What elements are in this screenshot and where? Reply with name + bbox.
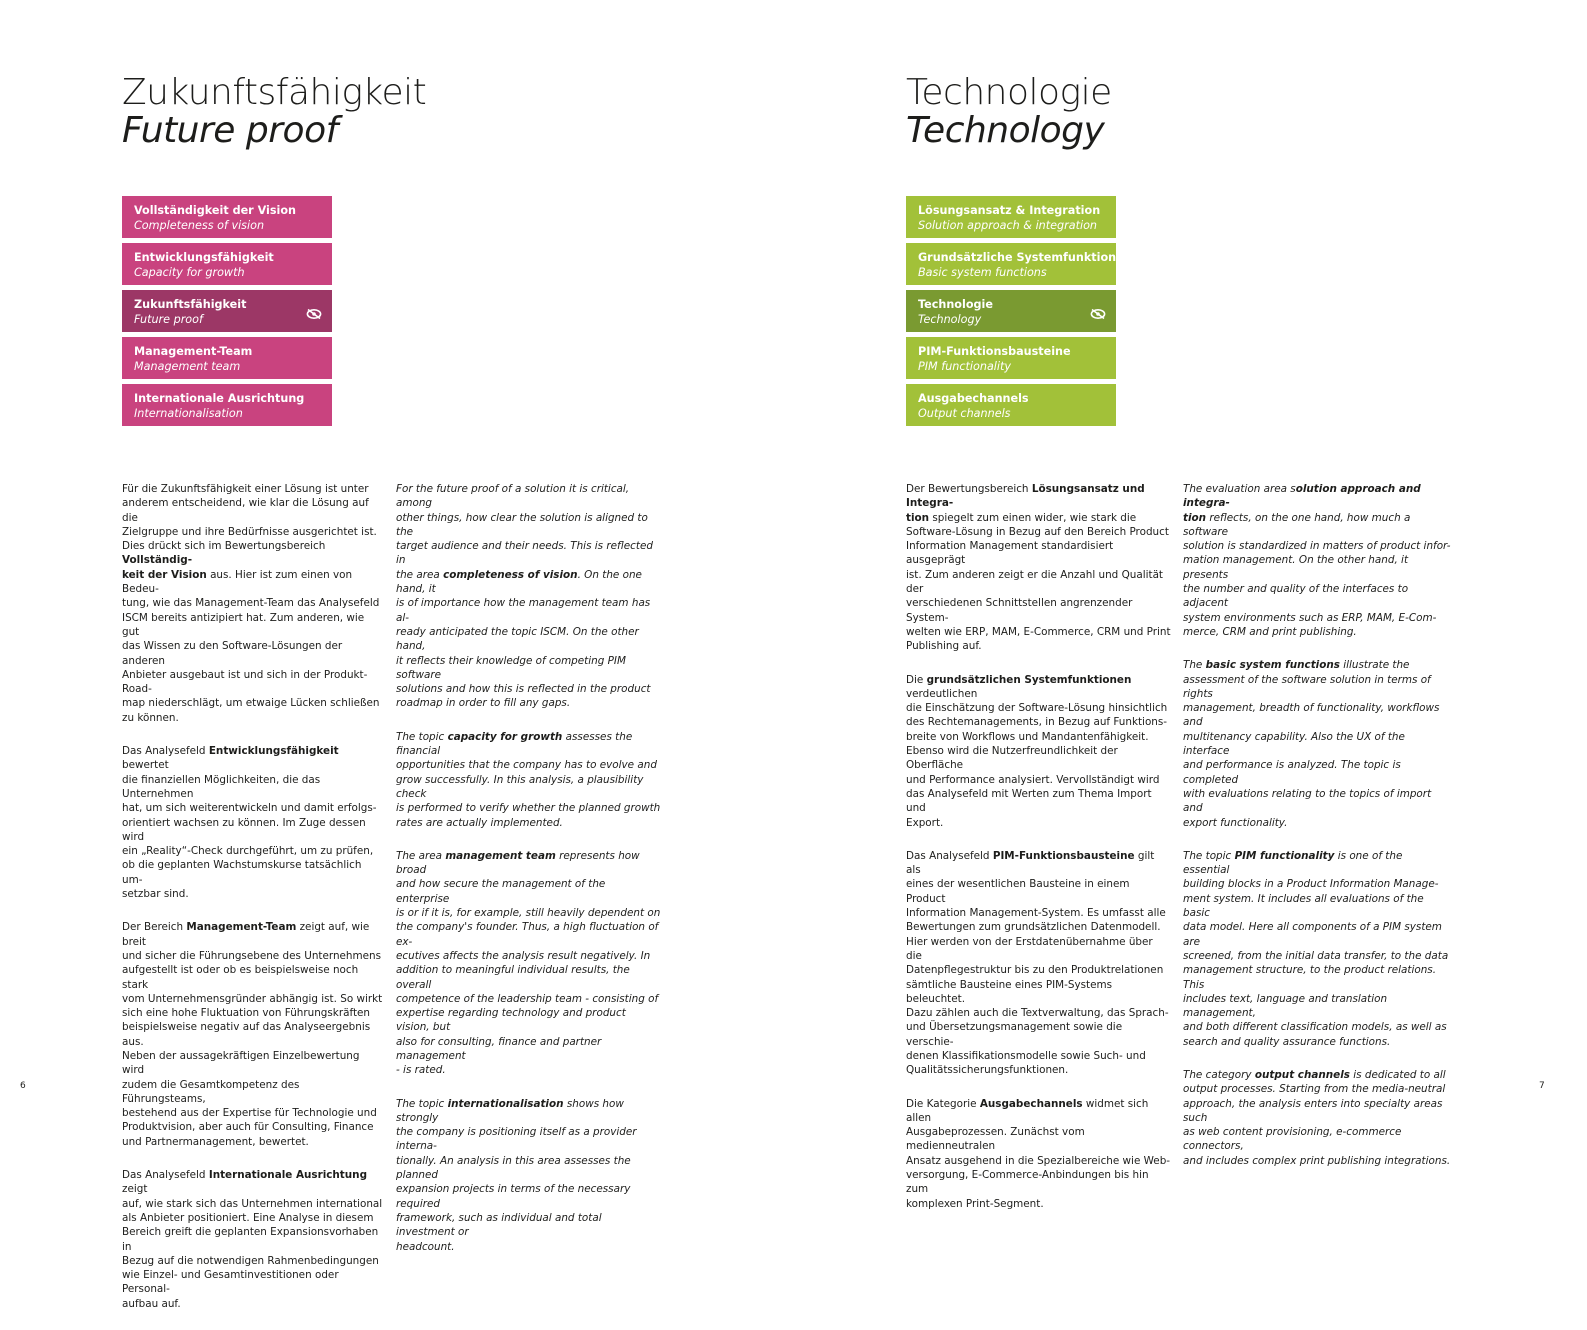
paragraph-de: Die grundsätzlichen Systemfunktionen verdeutlichen die Einschätzung der Software-Lösung hinsichtlich des Rechtemanagements, in Bezug auf Funktions- breite von Workflows und Mandantenfähigkeit. Ebenso wird die Nutzerfreundlichkeit der Oberfläche und Performance analysiert. Vervollständigt wird das Analysefeld mit Werten zum Thema Import und Export. <box>906 673 1168 829</box>
paragraph-en: The topic capacity for growth assesses the financial opportunities that the company has to evolve and grow successfully. In this analysis, a plausibility check is performed to verify whether the planned growth rates are actually implemented. <box>396 730 661 829</box>
paragraph-en: The category output channels is dedicated to all output processes. Starting from the media-neutral approach, the analysis enters into specialty areas such as web content provisioning, e-commerce connectors, and includes complex print publishing integrations. <box>1183 1068 1451 1167</box>
paragraph-de: Das Analysefeld Internationale Ausrichtung zeigt auf, wie stark sich das Unternehmen international als Anbieter positioniert. Eine Analyse in diesem Bereich greift die geplanten Expansionsvorhaben in Bezug auf die notwendigen Rahmenbedingungen wie Einzel- und Gesamtinvestitionen oder Personal- aufbau auf. <box>122 1169 383 1310</box>
paragraph-de: Der Bewertungsbereich Lösungsansatz und Integra- tion spiegelt zum einen wider, wie stark die Software-Lösung in Bezug auf den Bereich Product Information Management standardisiert ausgeprägt ist. Zum anderen zeigt er die Anzahl und Qualität der verschiedenen Schnittstellen angrenzender System- welten wie ERP, MAM, E-Commerce, CRM und Print Publishing auf. <box>906 483 1171 653</box>
eye-slash-icon <box>306 305 322 317</box>
menu-item-3[interactable] <box>906 290 1116 332</box>
menu-item-label-en: Completeness of vision <box>134 219 265 232</box>
paragraph-de: Für die Zukunftsfähigkeit einer Lösung ist unter anderem entscheidend, wie klar die Lösung auf die Zielgruppe und ihre Bedürfnisse ausgerichtet ist. Dies drückt sich im Bewertungsbereich Vollständig- keit der Vision aus. Hier ist zum einen von Bedeu- tung, wie das Management-Team das Analysefeld ISCM bereits antizipiert hat. Zum anderen, wie gut das Wissen zu den Software-Lösungen der anderen Anbieter ausgebaut ist und sich in der Produkt-Road- map niederschlägt, um etwaige Lücken schließen zu können. <box>122 483 380 724</box>
menu-item-1[interactable] <box>906 196 1116 238</box>
menu-item-5[interactable] <box>906 384 1116 426</box>
menu-item-label-de: Grundsätzliche Systemfunktionen <box>918 251 1132 264</box>
right-category-menu <box>906 196 1132 431</box>
menu-item-2[interactable] <box>122 243 332 285</box>
menu-item-label-en: Technology <box>918 313 982 326</box>
menu-item-label-de: Vollständigkeit der Vision <box>134 204 297 217</box>
right-english-text <box>1183 482 1451 1187</box>
menu-item-label-en: Management team <box>134 360 241 373</box>
menu-item-2[interactable] <box>906 243 1132 285</box>
left-english-text <box>396 482 661 1273</box>
left-title-de: Zukunftsfähigkeit <box>122 72 427 113</box>
menu-item-label-de: Entwicklungsfähigkeit <box>134 251 274 264</box>
menu-item-label-de: Lösungsansatz & Integration <box>918 204 1101 217</box>
menu-item-3[interactable] <box>122 290 332 332</box>
menu-item-5[interactable] <box>122 384 332 426</box>
menu-item-label-en: Basic system functions <box>918 266 1047 279</box>
menu-item-label-en: PIM functionality <box>918 360 1012 373</box>
left-page-title <box>122 72 427 151</box>
menu-item-label-en: Future proof <box>134 313 203 326</box>
right-title-en: Technology <box>906 110 1105 151</box>
right-page-title <box>906 72 1112 151</box>
paragraph-de: Der Bereich Management-Team zeigt auf, wie breit und sicher die Führungsebene des Unternehmens aufgestellt ist oder ob es beispielsweise noch stark vom Unternehmensgründer abhängig ist. So wirkt sich eine hohe Fluktuation von Führungskräften beispielsweise negativ auf das Analyseergebnis aus. Neben der aussagekräftigen Einzelbewertung wird zudem die Gesamtkompetenz des Führungsteams, bestehend aus der Expertise für Technologie und Produktvision, aber auch für Consulting, Finance und Partnermanagement, bewertet. <box>122 921 383 1148</box>
menu-item-label-en: Capacity for growth <box>134 266 245 279</box>
menu-item-label-de: Internationale Ausrichtung <box>134 392 305 405</box>
paragraph-de: Die Kategorie Ausgabechannels widmet sich allen Ausgabeprozessen. Zunächst vom medienneutralen Ansatz ausgehend in die Spezialbereiche wie Web- versorgung, E-Commerce-Anbindungen bis hin zum komplexen Print-Segment. <box>906 1097 1171 1210</box>
paragraph-de: Das Analysefeld PIM-Funktionsbausteine gilt als eines der wesentlichen Bausteine in einem Product Information Management-System. Es umfasst alle Bewertungen zum grundsätzlichen Datenmodell. Hier werden von der Erstdatenübernahme über die Datenpflegestruktur bis zu den Produktrelationen sämtliche Bausteine eines PIM-Systems beleuchtet. Dazu zählen auch die Textverwaltung, das Sprach- und Übersetzungsmanagement sowie die verschie- denen Klassifikationsmodelle sowie Such- und Qualitätssicherungsfunktionen. <box>906 849 1169 1077</box>
left-title-en: Future proof <box>122 110 338 151</box>
menu-item-label-de: Technologie <box>918 298 993 311</box>
menu-item-label-de: Zukunftsfähigkeit <box>134 298 247 311</box>
menu-item-4[interactable] <box>906 337 1116 379</box>
page-number-right: 7 <box>1539 1081 1545 1091</box>
menu-item-label-en: Internationalisation <box>134 407 243 420</box>
paragraph-en: The evaluation area solution approach and integra- tion reflects, on the one hand, how much a software solution is standardized in matters of product infor- mation management. On the other hand, it presents the number and quality of the interfaces to adjacent system environments such as ERP, MAM, E-Com- merce, CRM and print publishing. <box>1183 483 1451 638</box>
paragraph-en: The topic PIM functionality is one of the essential building blocks in a Product Information Manage- ment system. It includes all evaluations of the basic data model. Here all components of a PIM system are screened, from the initial data transfer, to the data management structure, to the product relations. This includes text, language and translation management, and both different classification models, as well as search and quality assurance functions. <box>1183 849 1449 1048</box>
paragraph-en: The topic internationalisation shows how strongly the company is positioning itself as a provider interna- tionally. An analysis in this area assesses the planned expansion projects in terms of the necessary required framework, such as individual and total investment or headcount. <box>396 1097 637 1253</box>
menu-item-label-de: Management-Team <box>134 345 253 358</box>
page-number-left: 6 <box>20 1081 26 1091</box>
paragraph-de: Das Analysefeld Entwicklungsfähigkeit bewertet die finanziellen Möglichkeiten, die das Unternehmen hat, um sich weiterentwickeln und damit erfolgs- orientiert wachsen zu können. Im Zuge dessen wird ein „Reality“-Check durchgeführt, um zu prüfen, ob die geplanten Wachstumskurse tatsächlich um- setzbar sind. <box>122 745 377 901</box>
left-category-menu <box>122 196 332 431</box>
menu-item-label-de: PIM-Funktionsbausteine <box>918 345 1071 358</box>
eye-slash-icon <box>1090 305 1106 317</box>
paragraph-en: For the future proof of a solution it is critical, among other things, how clear the solution is aligned to the target audience and their needs. This is reflected in the area completeness of vision. On the one hand, it is of importance how the management team has al- ready anticipated the topic ISCM. On the other hand, it reflects their knowledge of competing PIM software solutions and how this is reflected in the product roadmap in order to fill any gaps. <box>396 483 653 710</box>
menu-item-label-de: Ausgabechannels <box>918 392 1029 405</box>
menu-item-4[interactable] <box>122 337 332 379</box>
paragraph-en: The basic system functions illustrate the assessment of the software solution in terms of rights management, breadth of functionality, workflows and multitenancy capability. Also the UX of the interface and performance is analyzed. The topic is completed with evaluations relating to the topics of import and export functionality. <box>1183 659 1440 829</box>
menu-item-label-en: Solution approach & integration <box>918 219 1098 232</box>
right-title-de: Technologie <box>906 72 1112 113</box>
paragraph-en: The area management team represents how broad and how secure the management of the enterprise is or if it is, for example, still heavily dependent on the company's founder. Thus, a high fluctuation of ex- ecutives affects the analysis result negatively. In addition to meaningful individual results, the overall competence of the leadership team - consisting of expertise regarding technology and product vision, but also for consulting, finance and partner management - is rated. <box>396 849 661 1077</box>
menu-item-label-en: Output channels <box>918 407 1011 420</box>
right-german-text <box>906 482 1171 1230</box>
left-german-text <box>122 482 384 1330</box>
menu-item-1[interactable] <box>122 196 332 238</box>
